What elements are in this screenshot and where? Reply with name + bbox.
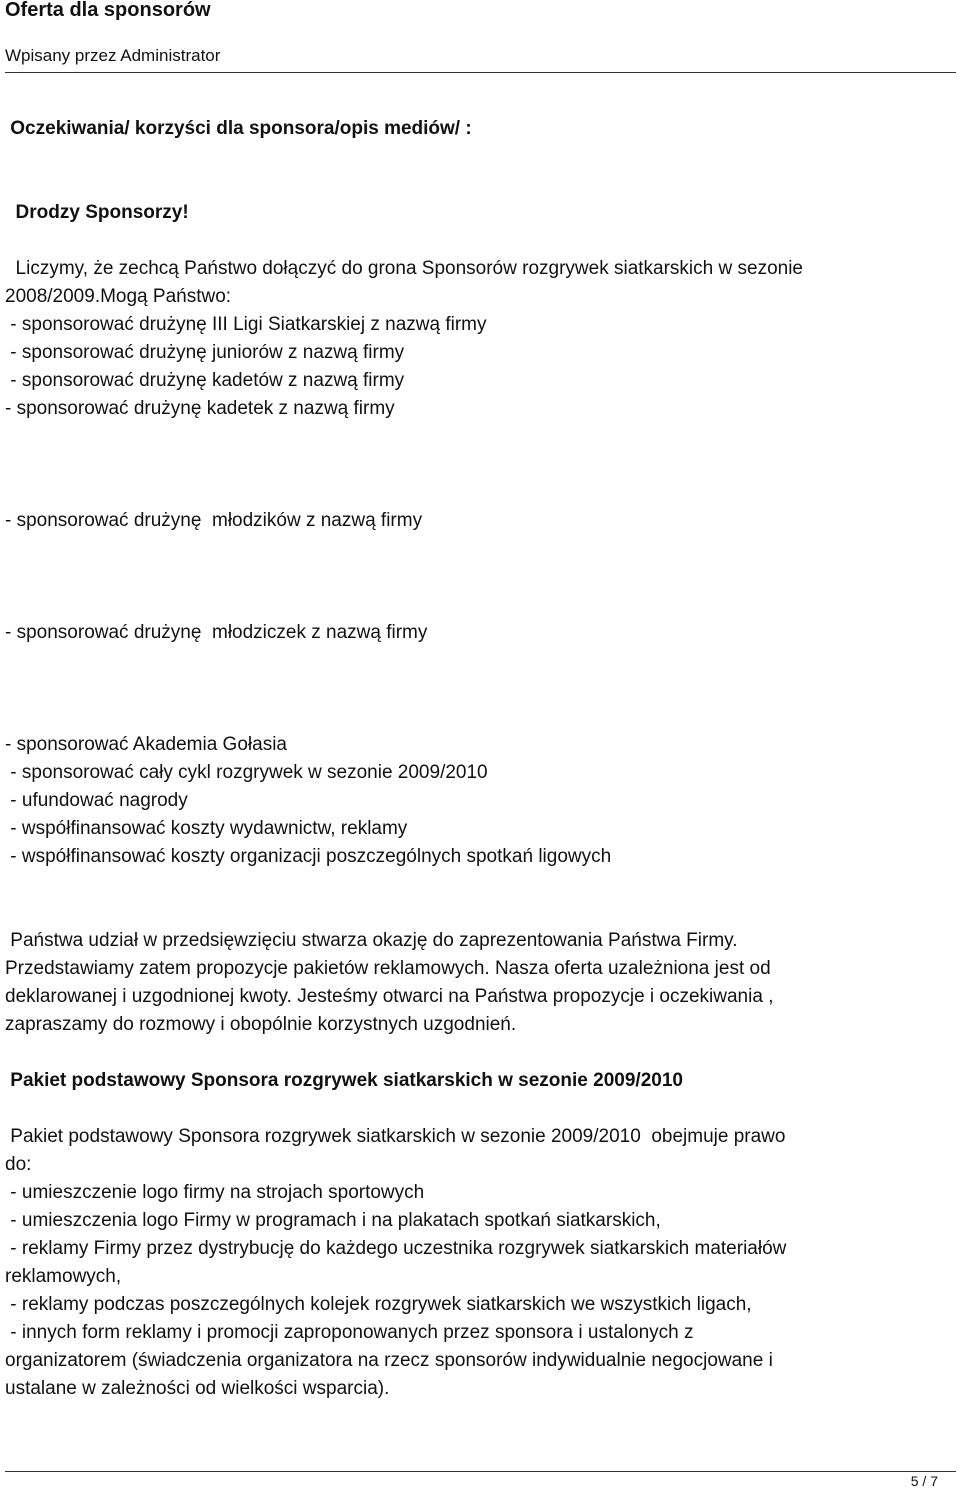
footer-divider (5, 1471, 956, 1472)
list-item: - sponsorować drużynę juniorów z nazwą firmy (5, 342, 405, 363)
author-line: Wpisany przez Administrator (5, 46, 221, 65)
list-item: - sponsorować drużynę III Ligi Siatkarskiej z nazwą firmy (5, 314, 487, 335)
package-line: - innych form reklamy i promocji zaproponowanych przez sponsora i ustalonych z (5, 1322, 694, 1343)
list-item: - sponsorować drużynę młodzików z nazwą firmy (5, 510, 423, 531)
package-line: organizatorem (świadczenia organizatora na rzecz sponsorów indywidualnie negocjowane i (5, 1350, 773, 1371)
package-line: do: (5, 1154, 32, 1175)
list-item: - współfinansować koszty wydawnictw, reklamy (5, 818, 408, 839)
article-body (5, 115, 950, 1403)
package-line: reklamowych, (5, 1266, 122, 1287)
list-item: - sponsorować drużynę kadetów z nazwą firmy (5, 370, 405, 391)
intro-line: 2008/2009.Mogą Państwo: (5, 286, 232, 307)
list-item: - sponsorować cały cykl rozgrywek w sezonie 2009/2010 (5, 762, 488, 783)
package-line: Pakiet podstawowy Sponsora rozgrywek siatkarskich w sezonie 2009/2010 obejmuje prawo (5, 1126, 786, 1147)
expectations-heading: Oczekiwania/ korzyści dla sponsora/opis mediów/ : (5, 118, 472, 139)
list-item: - sponsorować drużynę młodziczek z nazwą firmy (5, 622, 428, 643)
list-item: - współfinansować koszty organizacji poszczególnych spotkań ligowych (5, 846, 612, 867)
header-divider (5, 72, 956, 73)
package-line: - reklamy podczas poszczególnych kolejek rozgrywek siatkarskich we wszystkich ligach, (5, 1294, 752, 1315)
greeting: Drodzy Sponsorzy! (5, 202, 189, 223)
list-item: - ufundować nagrody (5, 790, 188, 811)
package-line: - reklamy Firmy przez dystrybucję do każdego uczestnika rozgrywek siatkarskich materiałów (5, 1238, 787, 1259)
participation-line: deklarowanej i uzgodnionej kwoty. Jesteśmy otwarci na Państwa propozycje i oczekiwania , (5, 986, 774, 1007)
package-line: - umieszczenie logo firmy na strojach sportowych (5, 1182, 425, 1203)
package-heading: Pakiet podstawowy Sponsora rozgrywek siatkarskich w sezonie 2009/2010 (5, 1070, 683, 1091)
page-title: Oferta dla sponsorów (5, 0, 211, 21)
list-item: - sponsorować drużynę kadetek z nazwą firmy (5, 398, 395, 419)
participation-line: Państwa udział w przedsięwzięciu stwarza okazję do zaprezentowania Państwa Firmy. (5, 930, 738, 951)
participation-line: zapraszamy do rozmowy i obopólnie korzystnych uzgodnień. (5, 1014, 517, 1035)
page-number: 5 / 7 (910, 1473, 938, 1489)
list-item: - sponsorować Akademia Gołasia (5, 734, 287, 755)
participation-line: Przedstawiamy zatem propozycje pakietów reklamowych. Nasza oferta uzależniona jest od (5, 958, 771, 979)
package-line: - umieszczenia logo Firmy w programach i na plakatach spotkań siatkarskich, (5, 1210, 661, 1231)
intro-line: Liczymy, że zechcą Państwo dołączyć do grona Sponsorów rozgrywek siatkarskich w sezonie (5, 258, 803, 279)
package-line: ustalane w zależności od wielkości wsparcia). (5, 1378, 390, 1399)
